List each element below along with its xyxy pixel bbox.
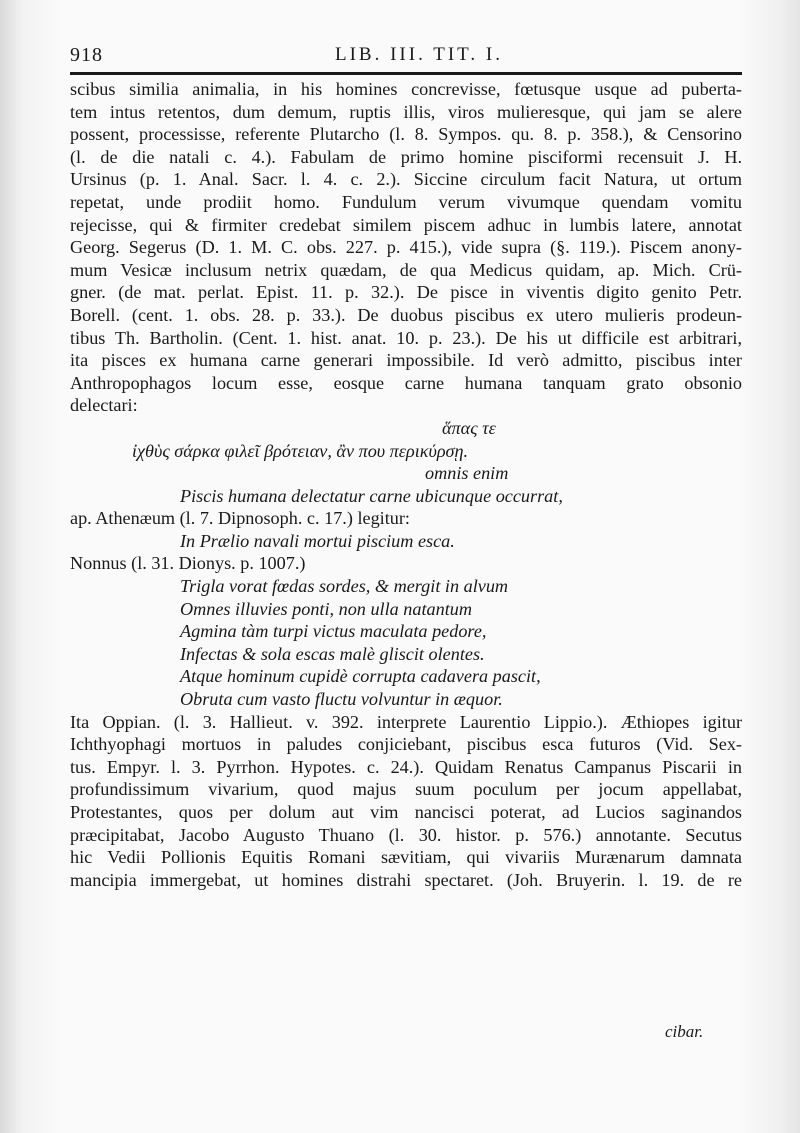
text-line: tem intus retentos, dum demum, ruptis illis, viros mulieresque, qui jam se alere	[70, 101, 742, 122]
text-line: præcipitabat, Jacobo Augusto Thuano (l. 30. histor. p. 576.) annotante. Secutus	[70, 824, 742, 845]
translation-top: omnis enim	[425, 463, 509, 484]
greek-quote: ἰχθὺς σάρκα φιλεῖ βρότειαν, ἂν που περικύρσῃ.	[132, 440, 469, 461]
text-line: Protestantes, quos per dolum aut vim nancisci poterat, ad Lucios saginandos	[70, 802, 742, 822]
text-line: delectari:	[70, 395, 138, 416]
text-line: tus. Empyr. l. 3. Pyrrhon. Hypotes. c. 24.). Quidam Renatus Campanus Piscarii in	[70, 756, 742, 777]
text-line: Ita Oppian. (l. 3. Hallieut. v. 392. interprete Laurentio Lippio.). Æthiopes igitur	[70, 711, 742, 732]
text-line: mancipia immergebat, ut homines distrahi spectaret. (Joh. Bruyerin. l. 19. de re	[70, 869, 742, 890]
verse-line: Agmina tàm turpi victus maculata pedore,	[180, 621, 487, 642]
page-header	[70, 40, 740, 70]
verse-line: Trigla vorat fœdas sordes, & mergit in alvum	[180, 576, 509, 597]
translation-line: Piscis humana delectatur carne ubicunque occurrat,	[180, 485, 563, 506]
text-line: ita pisces ex humana carne generari impossibile. Id verò admitto, piscibus inter	[70, 350, 742, 371]
text-line: Georg. Segerus (D. 1. M. C. obs. 227. p. 415.), vide supra (§. 119.). Piscem anony-	[70, 237, 742, 258]
citation-athenaeum: ap. Athenæum (l. 7. Dipnosoph. c. 17.) legitur:	[70, 508, 410, 529]
text-line: gner. (de mat. perlat. Epist. 11. p. 32.). De pisce in viventis digito genito Petr.	[70, 282, 742, 303]
quote-in-praelio: In Prælio navali mortui piscium esca.	[180, 530, 455, 551]
verse-line: Obruta cum vasto fluctu volvuntur in æquor.	[180, 689, 503, 710]
body-text	[70, 78, 742, 891]
text-line: repetat, unde prodiit homo. Fundulum verum vivumque quendam vomitu	[70, 191, 742, 212]
text-line: possent, processisse, referente Plutarcho (l. 8. Sympos. qu. 8. p. 358.), & Censorino	[70, 124, 742, 145]
text-line: rejecisse, qui & firmiter credebat similem piscem adhuc in lumbis latere, annotat	[70, 214, 742, 235]
text-line: (l. de die natali c. 4.). Fabulam de primo homine pisciformi recensuit J. H.	[70, 146, 742, 167]
greek-quote-top: ἅπας τε	[442, 417, 496, 438]
verse-line: Omnes illuvies ponti, non ulla natantum	[180, 598, 472, 619]
text-line: tibus Th. Bartholin. (Cent. 1. hist. anat. 10. p. 23.). De his ut difficile est arbitrari,	[70, 327, 742, 348]
verse-line: Atque hominum cupidè corrupta cadavera pascit,	[180, 666, 541, 687]
text-line: hic Vedii Pollionis Equitis Romani sævitiam, qui vivariis Murænarum damnata	[70, 847, 742, 868]
text-line: mum Vesicæ inclusum netrix quædam, de qua Medicus quidam, ap. Mich. Crü-	[70, 259, 742, 280]
verse-line: Infectas & sola escas malè gliscit olentes.	[180, 643, 485, 664]
text-line: profundissimum vivarium, quod majus suum poculum per jocum appellabat,	[70, 779, 742, 800]
text-line: Anthropophagos locum esse, eosque carne humana tanquam grato obsonio	[70, 372, 742, 393]
running-head: LIB. III. TIT. I.	[335, 44, 503, 65]
text-line: Ursinus (p. 1. Anal. Sacr. l. 4. c. 2.). Siccine circulum facit Natura, ut ortum	[70, 169, 742, 190]
catchword: cibar.	[665, 1022, 704, 1041]
header-rule	[70, 72, 742, 75]
text-line: Ichthyophagi mortuos in paludes conjiciebant, piscibus esca futuros (Vid. Sex-	[70, 734, 742, 755]
text-line: Borell. (cent. 1. obs. 28. p. 33.). De duobus piscibus ex utero mulieris prodeun-	[70, 304, 742, 325]
text-line: scibus similia animalia, in his homines concrevisse, fœtusque usque ad puberta-	[70, 79, 742, 99]
page-number: 918	[70, 44, 103, 66]
citation-nonnus: Nonnus (l. 31. Dionys. p. 1007.)	[70, 553, 306, 574]
